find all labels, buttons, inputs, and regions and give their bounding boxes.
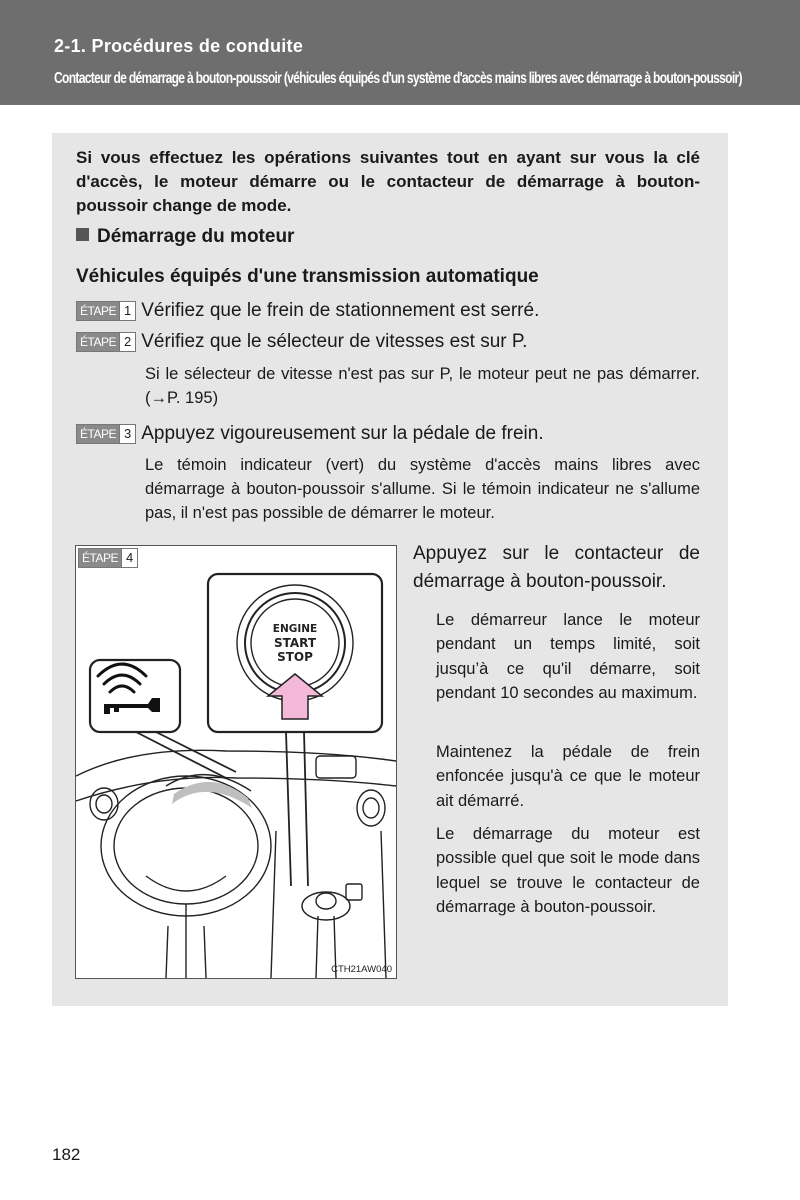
figure-code: CTH21AW040 bbox=[331, 964, 392, 975]
button-label-start: START bbox=[273, 636, 317, 650]
step-badge: ÉTAPE 1 bbox=[76, 301, 136, 321]
section-heading bbox=[76, 226, 294, 248]
page-subtitle: Contacteur de démarrage à bouton-poussoir (véhicules équipés d'un système d'accès mains libres avec démarrage à bouton-poussoir) bbox=[54, 70, 742, 87]
button-label-stop: STOP bbox=[277, 650, 313, 664]
dashboard-drawing bbox=[76, 546, 396, 978]
step-text: Vérifiez que le frein de stationnement est serré. bbox=[141, 300, 540, 321]
step-4-text: Appuyez sur le contacteur de démarrage à bouton-poussoir. bbox=[413, 543, 700, 592]
step-4-note-2: Maintenez la pédale de frein enfoncée jusqu'à ce que le moteur ait démarré. bbox=[436, 743, 700, 810]
page-number: 182 bbox=[52, 1145, 81, 1164]
step-text: Appuyez vigoureusement sur la pédale de frein. bbox=[141, 423, 544, 444]
step-2 bbox=[76, 330, 527, 354]
intro-text: Si vous effectuez les opérations suivantes tout en ayant sur vous la clé d'accès, le moteur démarre ou le contacteur de démarrage à bouton-poussoir change de mode. bbox=[76, 148, 700, 215]
page-header bbox=[0, 0, 800, 105]
step-text: Vérifiez que le sélecteur de vitesses est sur P. bbox=[141, 331, 528, 352]
step-2-note: Si le sélecteur de vitesse n'est pas sur P, le moteur peut ne pas démarrer. (→P. 195) bbox=[145, 365, 700, 407]
button-label-engine: ENGINE bbox=[272, 623, 318, 635]
step-4-note-3: Le démarrage du moteur est possible quel que soit le mode dans lequel se trouve le contacteur de démarrage à bouton-poussoir. bbox=[436, 825, 700, 916]
section-heading-text: Démarrage du moteur bbox=[97, 226, 295, 247]
step-badge: ÉTAPE 4 bbox=[78, 548, 138, 568]
push-arrow-icon bbox=[268, 674, 322, 719]
key-indicator-icon bbox=[98, 664, 160, 714]
section-title: 2-1. Procédures de conduite bbox=[54, 36, 304, 56]
subheading: Véhicules équipés d'une transmission automatique bbox=[76, 266, 539, 287]
step-3-note: Le témoin indicateur (vert) du système d'accès mains libres avec démarrage à bouton-poussoir s'allume. Si le témoin indicateur ne s'allume pas, il n'est pas possible de démarrer le moteur. bbox=[145, 456, 700, 522]
step-3 bbox=[76, 422, 544, 446]
step-badge: ÉTAPE 3 bbox=[76, 424, 136, 444]
step-4-note-1: Le démarreur lance le moteur pendant un temps limité, soit jusqu’à ce qu'il démarre, soit pendant 10 secondes au maximum. bbox=[436, 611, 700, 702]
square-bullet-icon bbox=[76, 228, 89, 241]
step-badge: ÉTAPE 2 bbox=[76, 332, 136, 352]
step-1 bbox=[76, 299, 539, 323]
engine-start-illustration bbox=[75, 545, 397, 979]
